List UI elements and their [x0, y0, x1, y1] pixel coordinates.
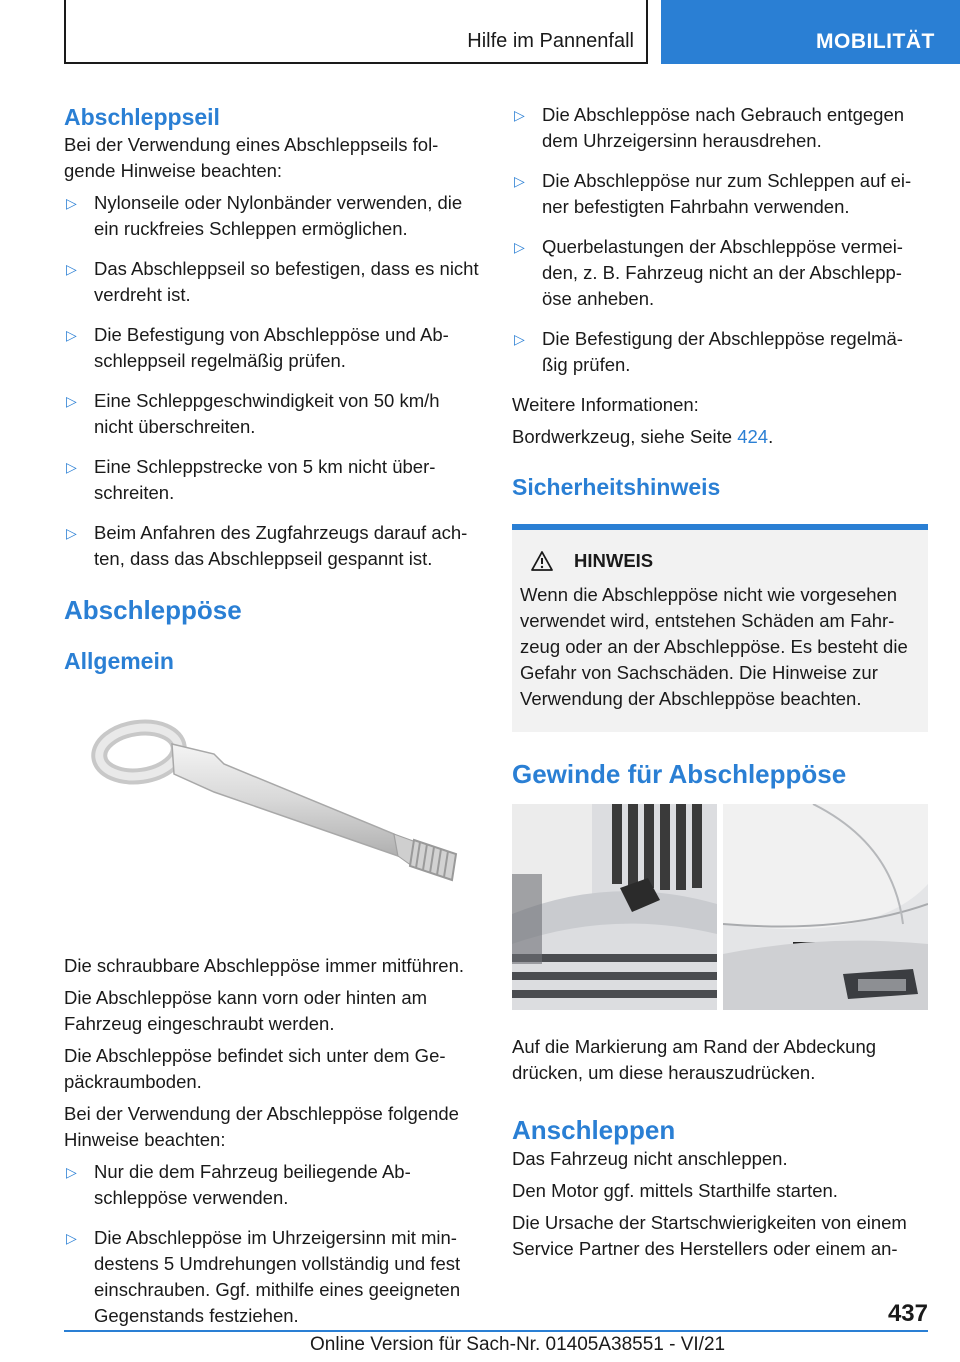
- towing-eye-illustration: [64, 704, 482, 934]
- notice-header: [520, 548, 920, 574]
- list-item: ▷ Die Befestigung der Abschleppöse regelmä-ßig prüfen.: [514, 328, 903, 375]
- heading-anschleppen: Anschleppen: [512, 1115, 676, 1145]
- list-item: ▷ Das Abschleppseil so befestigen, dass es nicht verdreht ist.: [66, 258, 479, 305]
- heading-allgemein: Allgemein: [64, 648, 174, 674]
- notice-box: [512, 524, 928, 732]
- front-bumper-photo: [512, 804, 717, 1010]
- paragraph-gepaeckraum: Die Abschleppöse befindet sich unter dem Ge-päckraumboden.: [64, 1045, 446, 1092]
- footer-online-version: Online Version für Sach-Nr. 01405A38551 - VI/21: [310, 1334, 726, 1355]
- list-item: ▷ Eine Schleppgeschwindigkeit von 50 km/h nicht überschreiten.: [66, 390, 440, 437]
- triangle-bullet-icon: ▷: [514, 239, 525, 255]
- paragraph-hinweise: Bei der Verwendung der Abschleppöse folgende Hinweise beachten:: [64, 1103, 459, 1150]
- notice-text: Wenn die Abschleppöse nicht wie vorgesehen verwendet wird, entstehen Schäden am Fahr-zeug oder an der Abschleppöse. Es besteht die Gefahr von Sachschäden. Die Hinweise zur Verwendung der Abschleppöse beachten.: [520, 584, 908, 709]
- heading-sicherheitshinweis: Sicherheitshinweis: [512, 474, 721, 500]
- list-item: ▷ Die Abschleppöse im Uhrzeigersinn mit min-destens 5 Umdrehungen vollständig und fest einschrauben. Ggf. mithilfe eines geeigneten Gegenstands festziehen.: [66, 1227, 461, 1326]
- paragraph-mitfuehren: Die schraubbare Abschleppöse immer mitführen.: [64, 955, 464, 976]
- oese-list: [64, 1159, 482, 1329]
- right-column: [512, 102, 928, 1268]
- header-frame: [64, 0, 648, 64]
- warning-triangle-icon: [530, 550, 554, 572]
- list-item: ▷ Die Abschleppöse nach Gebrauch entgegen dem Uhrzeigersinn herausdrehen.: [514, 104, 905, 151]
- list-item: ▷ Die Abschleppöse nur zum Schleppen auf ei-ner befestigten Fahrbahn verwenden.: [514, 170, 912, 217]
- notice-title: HINWEIS: [574, 550, 654, 571]
- heading-abschleppoese: Abschleppöse: [64, 595, 242, 625]
- triangle-bullet-icon: ▷: [66, 261, 77, 277]
- anschleppen-p1: Das Fahrzeug nicht anschleppen.: [512, 1148, 788, 1169]
- seil-list: [64, 190, 482, 572]
- triangle-bullet-icon: ▷: [66, 327, 77, 343]
- photo-row: [512, 804, 928, 1010]
- triangle-bullet-icon: ▷: [66, 393, 77, 409]
- heading-gewinde: Gewinde für Abschleppöse: [512, 759, 847, 789]
- triangle-bullet-icon: ▷: [514, 107, 525, 123]
- list-item: ▷ Nur die dem Fahrzeug beiliegende Ab-schleppöse verwenden.: [66, 1161, 411, 1208]
- gewinde-text: Auf die Markierung am Rand der Abdeckung drücken, um diese herauszudrücken.: [512, 1036, 877, 1083]
- heading-abschleppseil: Abschleppseil: [64, 104, 220, 130]
- header-section-title: Hilfe im Pannenfall: [467, 30, 634, 52]
- intro-text: Bei der Verwendung eines Abschleppseils fol-gende Hinweise beachten:: [64, 134, 439, 181]
- left-column: [64, 102, 482, 1343]
- page-link-424[interactable]: 424: [737, 426, 769, 447]
- paragraph-vorn-hinten: Die Abschleppöse kann vorn oder hinten am Fahrzeug eingeschraubt werden.: [64, 987, 428, 1034]
- footer-divider: [64, 1330, 928, 1332]
- page-number: 437: [887, 1300, 928, 1327]
- anschleppen-p2: Den Motor ggf. mittels Starthilfe starten.: [512, 1180, 838, 1201]
- triangle-bullet-icon: ▷: [66, 459, 77, 475]
- triangle-bullet-icon: ▷: [514, 173, 525, 189]
- triangle-bullet-icon: ▷: [66, 525, 77, 541]
- list-item: ▷ Eine Schleppstrecke von 5 km nicht über-schreiten.: [66, 456, 436, 503]
- list-item: ▷ Nylonseile oder Nylonbänder verwenden, die ein ruckfreies Schleppen ermöglichen.: [66, 192, 463, 239]
- right-list: [512, 102, 928, 378]
- cross-reference: Bordwerkzeug, siehe Seite 424.: [512, 426, 774, 447]
- list-item: ▷ Die Befestigung von Abschleppöse und Ab-schleppseil regelmäßig prüfen.: [66, 324, 449, 371]
- anschleppen-p3: Die Ursache der Startschwierigkeiten von einem Service Partner des Herstellers oder einem an-: [512, 1212, 907, 1259]
- list-item: ▷ Beim Anfahren des Zugfahrzeugs darauf ach-ten, dass das Abschleppseil gespannt ist.: [66, 522, 468, 569]
- triangle-bullet-icon: ▷: [66, 1230, 77, 1246]
- triangle-bullet-icon: ▷: [66, 195, 77, 211]
- triangle-bullet-icon: ▷: [514, 331, 525, 347]
- triangle-bullet-icon: ▷: [66, 1164, 77, 1180]
- list-item: ▷ Querbelastungen der Abschleppöse vermei-den, z. B. Fahrzeug nicht an der Abschlepp-öse anheben.: [514, 236, 903, 309]
- header-chapter-tab: MOBILITÄT: [661, 0, 960, 64]
- more-info-label: Weitere Informationen:: [512, 394, 699, 415]
- rear-bumper-photo: [723, 804, 928, 1010]
